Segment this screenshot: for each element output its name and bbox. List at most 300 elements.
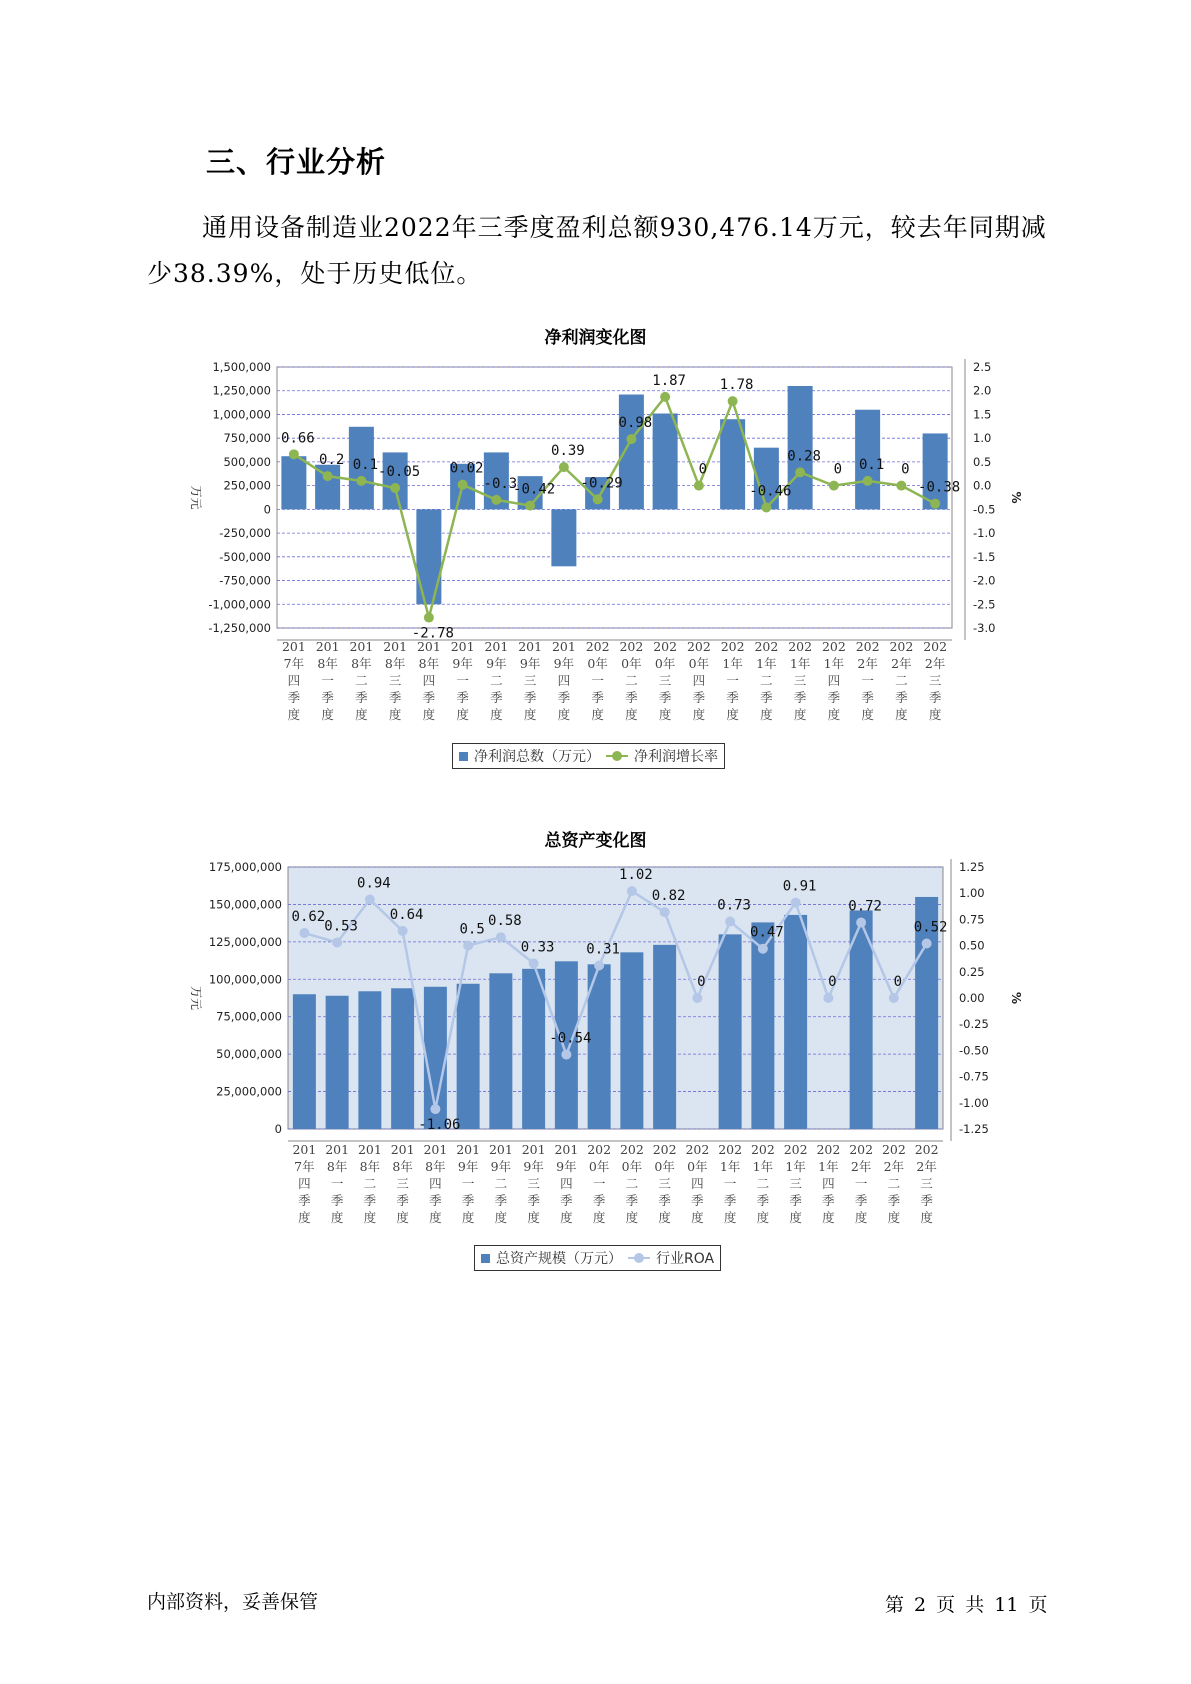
- x-tick-label: 季: [527, 1193, 540, 1208]
- x-tick-label: 季: [723, 1193, 737, 1208]
- footer-page-number: 第 2 页 共 11 页: [885, 1594, 1048, 1616]
- x-tick-label: 季: [789, 1193, 802, 1208]
- x-tick-label: 四: [822, 1176, 835, 1191]
- x-tick-label: 四: [557, 673, 571, 688]
- y2-axis-label: %: [1009, 991, 1023, 1005]
- y2-tick-label: 2.0: [973, 383, 992, 398]
- x-tick-label: 二: [887, 1176, 901, 1191]
- y-tick-label: 1,250,000: [212, 383, 271, 398]
- x-tick-label: 季: [388, 690, 402, 705]
- x-tick-label: 9年: [457, 1159, 479, 1174]
- y2-tick-label: 0.25: [959, 964, 985, 979]
- x-tick-label: 9年: [523, 1159, 544, 1174]
- y-tick-label: 50,000,000: [216, 1047, 282, 1062]
- x-tick-label: 三: [396, 1176, 409, 1191]
- x-tick-label: 202: [686, 639, 711, 654]
- line-point: [332, 937, 342, 947]
- data-label: 0.31: [586, 941, 620, 958]
- x-tick-label: 一: [854, 1176, 868, 1191]
- x-tick-label: 8年: [392, 1159, 413, 1174]
- y-tick-label: -250,000: [219, 526, 271, 541]
- x-tick-label: 季: [691, 1193, 704, 1208]
- data-label: 0.47: [750, 924, 784, 941]
- legend-label-growth: 净利润增长率: [634, 749, 718, 765]
- legend-label-assets: 总资产规模（万元）: [496, 1251, 622, 1267]
- x-tick-label: 季: [625, 690, 638, 705]
- x-tick-label: 二: [494, 1176, 508, 1191]
- x-tick-label: 季: [363, 1193, 377, 1208]
- x-tick-label: 201: [450, 639, 475, 654]
- x-tick-label: 2年: [924, 656, 946, 671]
- x-tick-label: 202: [881, 1142, 906, 1157]
- y-tick-label: 75,000,000: [216, 1009, 282, 1024]
- y2-tick-label: 1.25: [959, 860, 985, 874]
- x-tick-label: 1年: [818, 1159, 839, 1174]
- x-tick-label: 度: [557, 707, 571, 722]
- data-label: 0.53: [324, 918, 358, 935]
- x-tick-label: 202: [923, 639, 948, 654]
- line-point: [627, 886, 637, 896]
- x-tick-label: 8年: [418, 656, 440, 671]
- x-tick-label: 1年: [789, 656, 811, 671]
- y-tick-label: 125,000,000: [208, 934, 282, 949]
- x-tick-label: 度: [355, 707, 368, 722]
- y-tick-label: 150,000,000: [208, 897, 282, 912]
- x-tick-label: 季: [822, 1193, 835, 1208]
- line-point: [430, 1104, 440, 1114]
- footer-confidential: 内部资料，妥善保管: [147, 1591, 319, 1613]
- x-tick-label: 202: [653, 639, 678, 654]
- x-tick-label: 度: [527, 1210, 540, 1225]
- x-tick-label: 季: [355, 690, 368, 705]
- data-label: 0: [698, 461, 708, 478]
- x-tick-label: 1年: [752, 1159, 774, 1174]
- data-label: -0.29: [580, 475, 623, 492]
- x-tick-label: 季: [287, 690, 301, 705]
- x-tick-label: 8年: [317, 656, 338, 671]
- x-tick-label: 0年: [687, 1159, 708, 1174]
- y2-tick-label: -3.0: [973, 621, 996, 635]
- x-tick-label: 三: [928, 673, 942, 688]
- x-tick-label: 201: [416, 639, 441, 654]
- y-tick-label: -750,000: [219, 573, 271, 588]
- x-tick-label: 9年: [556, 1159, 577, 1174]
- x-tick-label: 季: [887, 1193, 901, 1208]
- x-tick-label: 度: [723, 1210, 737, 1225]
- x-tick-label: 202: [889, 639, 914, 654]
- x-tick-label: 季: [591, 690, 604, 705]
- x-tick-label: 度: [298, 1210, 311, 1225]
- data-label: 0.02: [449, 460, 484, 477]
- bar: [391, 988, 414, 1129]
- x-tick-label: 二: [760, 673, 773, 688]
- x-tick-label: 8年: [384, 656, 406, 671]
- x-tick-label: 202: [685, 1142, 710, 1157]
- x-tick-label: 202: [619, 1142, 644, 1157]
- x-tick-label: 季: [793, 690, 807, 705]
- data-label: 0.1: [352, 456, 379, 473]
- bar: [522, 969, 545, 1129]
- x-tick-label: 1年: [756, 656, 777, 671]
- bar: [358, 991, 381, 1129]
- x-tick-label: 度: [494, 1210, 508, 1225]
- x-tick-label: 度: [560, 1210, 573, 1225]
- x-tick-label: 季: [861, 690, 874, 705]
- x-tick-label: 四: [422, 673, 436, 688]
- x-tick-label: 度: [887, 1210, 901, 1225]
- data-label: -0.3: [483, 475, 518, 492]
- data-label: 0.33: [520, 939, 555, 956]
- section-heading: 三、行业分析: [206, 145, 387, 179]
- x-tick-label: 一: [456, 673, 469, 688]
- x-tick-label: 度: [321, 707, 334, 722]
- line-point: [594, 961, 604, 971]
- x-tick-label: 季: [692, 690, 706, 705]
- x-tick-label: 9年: [490, 1159, 512, 1174]
- x-tick-label: 9年: [553, 656, 575, 671]
- x-tick-label: 0年: [621, 1159, 643, 1174]
- x-tick-label: 202: [855, 639, 880, 654]
- data-label: 0.58: [488, 913, 522, 930]
- x-tick-label: 201: [357, 1142, 382, 1157]
- x-tick-label: 三: [789, 1176, 802, 1191]
- x-tick-label: 度: [592, 1210, 606, 1225]
- x-tick-label: 度: [461, 1210, 475, 1225]
- y-tick-label: -500,000: [219, 549, 271, 564]
- x-tick-label: 度: [827, 707, 841, 722]
- y2-axis-label: %: [1009, 491, 1023, 504]
- y-axis-label: 万元: [189, 485, 203, 510]
- data-label: -0.38: [918, 479, 961, 496]
- y2-tick-label: -0.5: [973, 502, 996, 517]
- y2-tick-label: 2.5: [973, 360, 992, 374]
- data-label: 0.73: [717, 897, 751, 914]
- x-tick-label: 季: [928, 690, 942, 705]
- y-tick-label: 175,000,000: [208, 860, 282, 874]
- bar: [620, 952, 643, 1129]
- x-tick-label: 202: [652, 1142, 677, 1157]
- x-tick-label: 三: [658, 673, 672, 688]
- y2-tick-label: 0.50: [959, 938, 985, 953]
- x-tick-label: 度: [456, 707, 469, 722]
- x-tick-label: 季: [625, 1193, 639, 1208]
- y2-tick-label: -0.50: [959, 1043, 989, 1058]
- x-tick-label: 度: [928, 707, 942, 722]
- x-tick-label: 三: [793, 673, 807, 688]
- x-tick-label: 9年: [452, 656, 473, 671]
- x-tick-label: 1年: [823, 656, 845, 671]
- line-point: [856, 918, 866, 928]
- x-tick-label: 四: [429, 1176, 442, 1191]
- x-tick-label: 度: [523, 707, 537, 722]
- line-point: [725, 916, 735, 926]
- y-tick-label: 500,000: [223, 454, 271, 469]
- data-label: -0.05: [378, 464, 421, 481]
- x-tick-label: 202: [754, 639, 779, 654]
- x-tick-label: 202: [720, 639, 745, 654]
- line-point: [791, 898, 801, 908]
- y-tick-label: -1,250,000: [208, 621, 271, 635]
- x-tick-label: 季: [854, 1193, 868, 1208]
- data-label: 0.39: [551, 443, 585, 460]
- x-tick-label: 201: [518, 639, 543, 654]
- data-label: 0.72: [848, 898, 882, 915]
- x-tick-label: 度: [861, 707, 874, 722]
- x-tick-label: 度: [658, 1210, 671, 1225]
- x-tick-label: 度: [895, 707, 908, 722]
- y-tick-label: 1,000,000: [212, 407, 271, 422]
- x-tick-label: 202: [821, 639, 846, 654]
- bar: [326, 996, 349, 1129]
- x-tick-label: 度: [330, 1210, 344, 1225]
- data-label: -0.42: [513, 481, 556, 498]
- y2-tick-label: -0.25: [959, 1017, 989, 1032]
- bar: [293, 994, 316, 1129]
- x-tick-label: 2年: [916, 1159, 937, 1174]
- x-tick-label: 一: [592, 1176, 606, 1191]
- y2-tick-label: 0.00: [959, 991, 985, 1005]
- bar: [784, 915, 807, 1129]
- chart-title-total-assets: 总资产变化图: [544, 831, 647, 851]
- data-label: 0.94: [357, 875, 391, 892]
- x-tick-label: 二: [490, 673, 503, 688]
- x-tick-label: 9年: [486, 656, 507, 671]
- y2-tick-label: -2.5: [973, 597, 996, 612]
- x-tick-label: 7年: [294, 1159, 315, 1174]
- legend-line-swatch: [628, 1253, 650, 1263]
- y2-tick-label: -0.75: [959, 1069, 989, 1084]
- x-tick-label: 度: [726, 707, 739, 722]
- x-tick-label: 9年: [519, 656, 541, 671]
- x-tick-label: 201: [484, 639, 509, 654]
- data-label: 0: [833, 461, 843, 478]
- total-assets-legend: [474, 1245, 721, 1271]
- x-tick-label: 度: [591, 707, 604, 722]
- x-tick-label: 季: [895, 690, 908, 705]
- chart-title-net-profit: 净利润变化图: [544, 328, 647, 348]
- x-tick-label: 一: [726, 673, 739, 688]
- x-tick-label: 201: [423, 1142, 448, 1157]
- x-tick-label: 202: [619, 639, 644, 654]
- x-tick-label: 一: [723, 1176, 737, 1191]
- x-tick-label: 季: [321, 690, 334, 705]
- data-label: 1.02: [619, 867, 653, 884]
- x-tick-label: 季: [756, 1193, 770, 1208]
- data-label: 0.5: [459, 921, 485, 938]
- y2-tick-label: -1.0: [973, 526, 996, 541]
- x-tick-label: 一: [591, 673, 604, 688]
- x-tick-label: 201: [315, 639, 340, 654]
- data-label: 0.62: [291, 909, 326, 926]
- x-tick-label: 三: [527, 1176, 540, 1191]
- x-tick-label: 四: [560, 1176, 573, 1191]
- x-tick-label: 201: [456, 1142, 481, 1157]
- line-point: [529, 958, 539, 968]
- y2-tick-label: -1.25: [959, 1122, 989, 1136]
- x-tick-label: 三: [658, 1176, 671, 1191]
- bar: [653, 945, 676, 1129]
- legend-label-roa: 行业ROA: [656, 1251, 715, 1267]
- y2-tick-label: 0.5: [973, 454, 992, 469]
- x-tick-label: 度: [691, 1210, 704, 1225]
- x-tick-label: 季: [557, 690, 571, 705]
- x-tick-label: 四: [287, 673, 301, 688]
- line-point: [561, 1050, 571, 1060]
- x-tick-label: 季: [330, 1193, 344, 1208]
- data-label: 0: [697, 974, 706, 990]
- y-tick-label: 750,000: [223, 431, 271, 446]
- x-tick-label: 四: [692, 673, 706, 688]
- x-tick-label: 2年: [883, 1159, 905, 1174]
- x-tick-label: 季: [658, 690, 672, 705]
- x-tick-label: 四: [827, 673, 841, 688]
- y-tick-label: 250,000: [223, 478, 271, 493]
- x-tick-label: 201: [292, 1142, 317, 1157]
- x-tick-label: 2年: [891, 656, 912, 671]
- legend-bar-swatch: [481, 1254, 490, 1263]
- y2-tick-label: 0.0: [973, 478, 992, 493]
- line-point: [496, 932, 506, 942]
- x-tick-label: 201: [551, 639, 576, 654]
- x-tick-label: 0年: [588, 1159, 610, 1174]
- x-tick-label: 度: [422, 707, 436, 722]
- line-point: [463, 941, 473, 951]
- x-tick-label: 二: [895, 673, 908, 688]
- x-tick-label: 季: [827, 690, 841, 705]
- x-tick-label: 1年: [722, 656, 743, 671]
- x-tick-label: 三: [523, 673, 537, 688]
- x-tick-label: 二: [625, 673, 638, 688]
- x-tick-label: 季: [658, 1193, 671, 1208]
- bar: [719, 934, 742, 1129]
- x-tick-label: 度: [396, 1210, 409, 1225]
- x-tick-label: 202: [788, 639, 813, 654]
- y-axis-label: 万元: [189, 985, 203, 1011]
- x-tick-label: 一: [461, 1176, 475, 1191]
- x-tick-label: 二: [625, 1176, 639, 1191]
- data-label: -1.06: [418, 1117, 461, 1134]
- data-label: 0: [828, 974, 837, 990]
- plot-area: [288, 867, 943, 1129]
- data-label: 0.52: [913, 919, 948, 936]
- x-tick-label: 202: [718, 1142, 743, 1157]
- x-tick-label: 8年: [359, 1159, 381, 1174]
- x-tick-label: 季: [461, 1193, 475, 1208]
- x-tick-label: 季: [760, 690, 773, 705]
- x-tick-label: 202: [783, 1142, 808, 1157]
- x-tick-label: 度: [793, 707, 807, 722]
- x-tick-label: 201: [488, 1142, 513, 1157]
- x-tick-label: 度: [388, 707, 402, 722]
- x-tick-label: 季: [726, 690, 739, 705]
- x-tick-label: 202: [816, 1142, 841, 1157]
- x-tick-label: 度: [760, 707, 773, 722]
- y2-tick-label: 0.75: [959, 912, 985, 927]
- data-label: 0.64: [389, 906, 424, 923]
- data-label: 0: [893, 974, 903, 990]
- x-tick-label: 0年: [654, 1159, 675, 1174]
- data-label: 0: [901, 461, 910, 478]
- x-tick-label: 201: [383, 639, 408, 654]
- x-tick-label: 度: [789, 1210, 802, 1225]
- x-tick-label: 度: [287, 707, 301, 722]
- line-point: [660, 907, 670, 917]
- x-tick-label: 三: [388, 673, 402, 688]
- x-tick-label: 2年: [850, 1159, 872, 1174]
- x-tick-label: 四: [691, 1176, 704, 1191]
- x-tick-label: 201: [390, 1142, 415, 1157]
- x-tick-label: 201: [281, 639, 306, 654]
- legend-label-net-profit: 净利润总数（万元）: [474, 749, 600, 765]
- x-tick-label: 2年: [857, 656, 878, 671]
- x-tick-label: 202: [750, 1142, 775, 1157]
- x-tick-label: 季: [298, 1193, 311, 1208]
- y2-tick-label: 1.5: [973, 407, 992, 422]
- x-tick-label: 度: [920, 1210, 933, 1225]
- x-tick-label: 202: [587, 1142, 612, 1157]
- bar: [457, 984, 480, 1129]
- x-tick-label: 202: [914, 1142, 939, 1157]
- line-point: [365, 894, 375, 904]
- y-tick-label: 25,000,000: [216, 1084, 282, 1099]
- data-label: 0.82: [651, 888, 686, 905]
- x-tick-label: 0年: [688, 656, 710, 671]
- x-tick-label: 度: [692, 707, 706, 722]
- y2-tick-label: 1.00: [959, 886, 985, 901]
- x-tick-label: 季: [560, 1193, 573, 1208]
- data-label: 0.2: [318, 452, 345, 469]
- line-point: [823, 993, 833, 1003]
- line-point: [692, 993, 702, 1003]
- y-tick-label: -1,000,000: [208, 597, 271, 612]
- x-tick-label: 二: [363, 1176, 377, 1191]
- line-point: [398, 926, 408, 936]
- x-tick-label: 1年: [785, 1159, 806, 1174]
- data-label: 0.1: [858, 456, 885, 473]
- x-tick-label: 8年: [326, 1159, 348, 1174]
- x-tick-label: 四: [298, 1176, 311, 1191]
- x-tick-label: 202: [585, 639, 610, 654]
- x-tick-label: 度: [363, 1210, 377, 1225]
- y2-tick-label: -2.0: [973, 573, 996, 588]
- x-tick-label: 0年: [587, 656, 608, 671]
- x-tick-label: 季: [490, 690, 503, 705]
- data-label: 1.87: [652, 372, 686, 389]
- summary-paragraph: 通用设备制造业2022年三季度盈利总额930,476.14万元，较去年同期减少38.39%，处于历史低位。: [147, 213, 1047, 288]
- x-tick-label: 季: [456, 690, 469, 705]
- data-label: 0.28: [787, 448, 821, 465]
- data-label: 1.78: [719, 377, 754, 394]
- x-tick-label: 度: [429, 1210, 442, 1225]
- data-label: -2.78: [411, 625, 454, 642]
- x-tick-label: 8年: [351, 656, 372, 671]
- x-tick-label: 度: [854, 1210, 868, 1225]
- x-tick-label: 201: [554, 1142, 579, 1157]
- line-point: [758, 944, 768, 954]
- data-label: 0.91: [782, 878, 817, 895]
- x-tick-label: 202: [849, 1142, 874, 1157]
- y2-tick-label: -1.00: [959, 1095, 989, 1110]
- x-tick-label: 季: [920, 1193, 933, 1208]
- data-label: -0.46: [749, 483, 792, 500]
- x-tick-label: 201: [325, 1142, 350, 1157]
- line-point: [889, 993, 899, 1003]
- data-label: -0.54: [549, 1030, 592, 1047]
- x-tick-label: 201: [521, 1142, 546, 1157]
- x-tick-label: 季: [494, 1193, 508, 1208]
- x-tick-label: 一: [861, 673, 874, 688]
- x-tick-label: 8年: [425, 1159, 446, 1174]
